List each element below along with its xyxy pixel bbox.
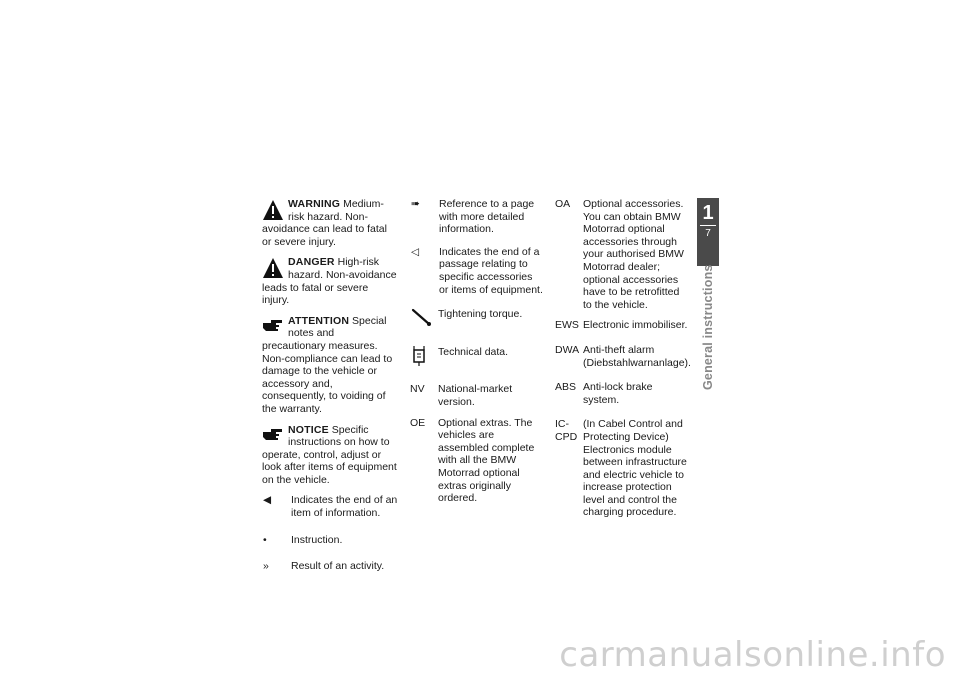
symbol-description: Instruction. <box>291 533 343 546</box>
page-number: 7 <box>705 228 711 239</box>
abbreviation-key: ABS <box>555 381 577 394</box>
abbreviation-key: OE <box>410 416 426 429</box>
symbol-row-page-reference <box>410 198 544 236</box>
chapter-tab <box>697 198 719 266</box>
column-1 <box>262 198 398 581</box>
notice-text: Medium-risk hazard. Non-avoidance can lead to fatal or severe injury. <box>262 198 387 248</box>
symbol-description: Reference to a page with more detailed information. <box>439 198 535 236</box>
abbreviation-row-nv <box>410 383 544 408</box>
abbreviation-row-ews <box>555 319 689 332</box>
symbol-description: Indicates the end of an item of information. <box>291 494 398 520</box>
end-marker-icon: ◀ <box>263 494 272 507</box>
abbreviation-value: National-market version. <box>438 383 513 408</box>
symbol-description: Tightening torque. <box>438 308 523 321</box>
abbreviation-value: Anti-theft alarm (Diebstahlwarnanlage). <box>583 343 691 369</box>
symbol-row-instruction <box>262 534 398 547</box>
notice-keyword: DANGER <box>288 256 335 269</box>
chapter-divider <box>700 225 716 226</box>
abbreviation-key: EWS <box>555 319 579 332</box>
accessory-end-marker-icon: ◁ <box>411 245 420 258</box>
symbol-description: Indicates the end of a passage relating to specific accessories or items of equipment. <box>439 245 543 296</box>
symbol-description: Technical data. <box>438 345 509 358</box>
column-3 <box>555 198 689 527</box>
torque-wrench-icon <box>410 306 438 332</box>
notice-keyword: NOTICE <box>288 423 329 436</box>
symbol-row-result <box>262 560 398 573</box>
abbreviation-row-oa <box>555 198 689 311</box>
column-2 <box>410 198 544 513</box>
notice-danger <box>262 256 398 306</box>
notice-text: Special notes and precautionary measures. Non-compliance can lead to damage to the vehicle or accessory and, consequently, to voiding of the warranty. <box>262 314 393 415</box>
abbreviation-key: OA <box>555 198 571 210</box>
notice-keyword: WARNING <box>288 198 341 210</box>
notice-text: Specific instructions on how to operate, control, adjust or look after items of equipment on the vehicle. <box>262 423 397 486</box>
chapter-title: General instructions <box>701 264 715 390</box>
technical-data-icon <box>410 344 438 372</box>
abbreviation-value: Optional accessories. You can obtain BMW Motorrad optional accessories through your authorised BMW Motorrad dealer; optional accessories have to be retrofitted to the vehicle. <box>583 198 684 311</box>
abbreviation-key: DWA <box>555 343 580 356</box>
notice-notice <box>262 424 398 487</box>
symbol-row-accessory-end <box>410 246 544 296</box>
symbol-row-torque <box>410 306 544 332</box>
abbreviation-key: IC-CPD <box>555 418 578 443</box>
abbreviation-value: Electronic immobiliser. <box>583 319 688 332</box>
symbol-row-end-of-item <box>262 494 398 519</box>
abbreviation-key: NV <box>410 383 425 396</box>
symbol-row-technical-data <box>410 344 544 372</box>
notice-text: High-risk hazard. Non-avoidance leads to fatal or severe injury. <box>262 256 397 307</box>
notice-keyword: ATTENTION <box>288 314 350 327</box>
chapter-number: 1 <box>702 202 714 224</box>
abbreviation-row-ic-cpd <box>555 418 689 519</box>
watermark: carmanualsonline.info <box>559 635 946 675</box>
result-arrow-icon: » <box>263 560 269 573</box>
bullet-icon: • <box>263 533 267 546</box>
abbreviation-value: Optional extras. The vehicles are assembled complete with all the BMW Motorrad optional extras originally ordered. <box>438 416 535 505</box>
abbreviation-value: (In Cabel Control and Protecting Device) Electronics module between infrastructure and electric vehicle to increase protection level and control the charging procedure. <box>583 418 687 519</box>
notice-warning <box>262 198 398 248</box>
warning-triangle-icon <box>262 198 284 222</box>
warning-triangle-icon <box>262 256 284 280</box>
abbreviation-row-abs <box>555 381 689 406</box>
abbreviation-value: Anti-lock brake system. <box>583 381 653 406</box>
notice-attention <box>262 315 398 416</box>
abbreviation-row-dwa <box>555 344 689 369</box>
hand-pointer-icon <box>262 424 284 448</box>
symbol-description: Result of an activity. <box>291 560 385 573</box>
abbreviation-row-oe <box>410 417 544 505</box>
hand-pointer-icon <box>262 315 284 339</box>
page-reference-arrow-icon: ➠ <box>411 198 420 210</box>
